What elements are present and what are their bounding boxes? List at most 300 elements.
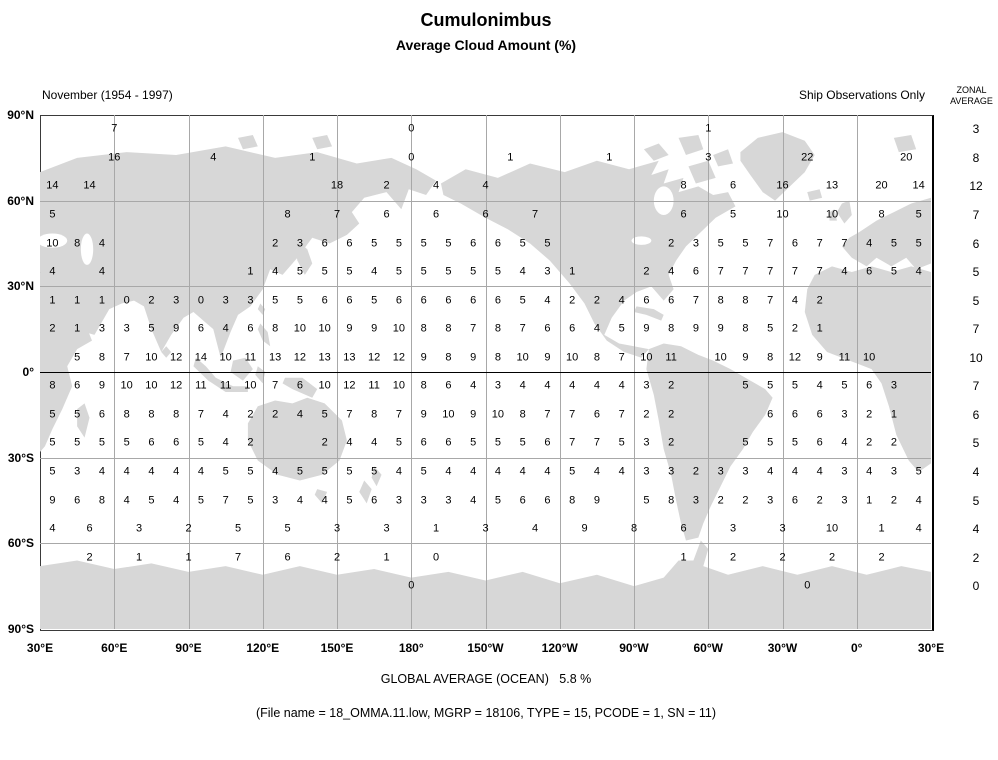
map-cell-value: 20 — [900, 151, 913, 164]
map-cell-value: 5 — [321, 408, 328, 421]
map-cell-value: 9 — [816, 351, 823, 364]
map-cell-value: 5 — [915, 237, 922, 249]
map-cell-value: 4 — [148, 465, 155, 478]
lon-tick-label: 180° — [398, 641, 424, 655]
map-cell-value: 5 — [445, 237, 452, 249]
map-cell-value: 5 — [890, 265, 897, 278]
zonal-average-value: 7 — [972, 207, 980, 222]
map-cell-value: 10 — [145, 379, 158, 392]
map-cell-value: 4 — [519, 265, 526, 278]
lon-tick-label: 30°E — [26, 641, 54, 655]
map-cell-value: 1 — [74, 322, 81, 335]
landmass-arctic-island-1 — [644, 144, 669, 161]
map-cell-value: 9 — [420, 408, 427, 421]
map-cell-value: 12 — [392, 351, 405, 364]
map-cell-value: 1 — [135, 551, 143, 564]
landmass-arctic-island-2 — [679, 135, 704, 155]
map-cell-value: 4 — [371, 265, 378, 278]
map-cell-value: 5 — [395, 265, 402, 278]
map-cell-value: 4 — [296, 494, 303, 506]
map-cell-value: 8 — [272, 322, 279, 335]
map-cell-value: 16 — [776, 179, 789, 192]
map-cell-value: 4 — [544, 294, 551, 307]
map-cell-value: 6 — [445, 294, 452, 307]
map-cell-value: 4 — [296, 408, 303, 421]
landmass-new-zealand-south — [359, 481, 371, 504]
map-cell-value: 9 — [470, 408, 477, 421]
map-cell-value: 5 — [296, 465, 303, 478]
map-cell-value: 18 — [330, 179, 344, 192]
map-cell-value: 3 — [890, 379, 897, 392]
map-cell-value: 4 — [222, 436, 229, 449]
map-cell-value: 12 — [368, 351, 381, 364]
map-cell-value: 7 — [123, 351, 130, 364]
map-cell-value: 7 — [395, 408, 402, 421]
map-cell-value: 6 — [173, 436, 180, 449]
map-cell-value: 10 — [318, 322, 331, 335]
map-cell-value: 4 — [173, 494, 180, 506]
map-cell-value: 7 — [222, 494, 229, 506]
map-cell-value: 7 — [272, 379, 279, 392]
map-cell-value: 8 — [742, 322, 749, 335]
map-cell-value: 3 — [779, 522, 786, 535]
map-cell-value: 3 — [445, 494, 452, 506]
map-cell-value: 9 — [49, 494, 56, 506]
map-cell-value: 2 — [86, 551, 93, 564]
map-cell-value: 10 — [293, 322, 306, 335]
map-cell-value: 5 — [321, 265, 328, 278]
map-cell-value: 3 — [420, 494, 427, 506]
map-cell-value: 1 — [569, 265, 576, 278]
map-cell-value: 2 — [866, 408, 873, 421]
map-cell-value: 3 — [135, 522, 143, 535]
lon-tick-label: 30°W — [767, 641, 798, 655]
map-cell-value: 5 — [395, 436, 402, 449]
map-cell-value: 8 — [445, 322, 452, 335]
map-cell-value: 9 — [371, 322, 378, 335]
map-cell-value: 12 — [170, 379, 183, 392]
map-cell-value: 4 — [470, 379, 477, 392]
map-cell-value: 6 — [86, 522, 93, 535]
map-cell-value: 2 — [272, 408, 279, 421]
map-cell-value: 3 — [296, 237, 303, 249]
map-cell-value: 9 — [98, 379, 105, 392]
map-cell-value: 7 — [767, 294, 774, 307]
map-cell-value: 2 — [791, 322, 798, 335]
map-cell-value: 7 — [717, 265, 724, 278]
map-cell-value: 5 — [519, 294, 526, 307]
map-cell-value: 4 — [841, 436, 848, 449]
landmass-svalbard — [894, 135, 916, 152]
map-cell-value: 12 — [293, 351, 306, 364]
map-cell-value: 2 — [321, 436, 328, 449]
map-cell-value: 4 — [841, 265, 848, 278]
map-cell-value: 4 — [519, 379, 526, 392]
landmass-philippines — [258, 323, 270, 346]
map-cell-value: 10 — [776, 208, 789, 221]
map-cell-value: 6 — [420, 294, 427, 307]
map-cell-value: 4 — [98, 465, 105, 478]
map-cell-value: 4 — [494, 465, 501, 478]
map-cell-value: 6 — [767, 408, 774, 421]
map-cell-value: 10 — [392, 379, 405, 392]
lon-tick-label: 60°W — [693, 641, 723, 655]
zonal-average-value: 12 — [969, 179, 983, 194]
lat-tick-label: 0° — [22, 365, 34, 379]
map-cell-value: 4 — [222, 408, 229, 421]
map-cell-value: 5 — [420, 237, 427, 249]
map-cell-value: 14 — [46, 179, 59, 192]
map-cell-value: 2 — [890, 494, 897, 506]
map-cell-value: 7 — [544, 408, 551, 421]
map-cell-value: 7 — [791, 265, 798, 278]
lon-tick-label: 150°E — [320, 641, 354, 655]
map-cell-value: 6 — [791, 408, 798, 421]
map-cell-value: 10 — [640, 351, 653, 364]
map-cell-value: 2 — [742, 494, 749, 506]
map-cell-value: 5 — [618, 436, 625, 449]
landmass-britain — [837, 201, 852, 224]
map-cell-value: 8 — [420, 322, 427, 335]
map-cell-value: 5 — [346, 465, 353, 478]
map-cell-value: 5 — [544, 237, 551, 249]
zonal-average-value: 0 — [972, 579, 980, 594]
map-cell-value: 4 — [470, 465, 477, 478]
map-cell-value: 5 — [519, 436, 526, 449]
map-cell-value: 3 — [482, 522, 489, 535]
global-average-label: GLOBAL AVERAGE (OCEAN) 5.8 % — [380, 672, 592, 686]
map-cell-value: 5 — [420, 265, 427, 278]
map-cell-value: 9 — [717, 322, 724, 335]
zonal-header-line1: ZONAL — [956, 85, 987, 95]
map-cell-value: 8 — [98, 351, 105, 364]
map-cell-value: 5 — [74, 351, 81, 364]
map-cell-value: 5 — [49, 465, 56, 478]
map-cell-value: 1 — [705, 122, 712, 135]
map-cell-value: 4 — [791, 294, 798, 307]
map-cell-value: 10 — [392, 322, 405, 335]
map-cell-value: 5 — [420, 465, 427, 478]
map-cell-value: 8 — [569, 494, 576, 506]
map-cell-value: 4 — [49, 265, 56, 278]
map-cell-value: 5 — [742, 237, 749, 249]
landmass-taiwan — [258, 303, 265, 314]
map-cell-value: 13 — [318, 351, 331, 364]
map-cell-value: 3 — [643, 379, 650, 392]
map-cell-value: 5 — [148, 322, 155, 335]
lon-tick-label: 90°E — [175, 641, 202, 655]
map-cell-value: 5 — [767, 436, 774, 449]
map-cell-value: 8 — [767, 351, 774, 364]
map-cell-value: 4 — [915, 494, 922, 506]
map-cell-value: 5 — [767, 379, 774, 392]
map-cell-value: 8 — [717, 294, 724, 307]
map-cell-value: 5 — [148, 494, 155, 506]
map-cell-value: 6 — [680, 208, 687, 221]
lon-tick-label: 0° — [851, 641, 863, 655]
map-cell-value: 4 — [816, 379, 823, 392]
map-cell-value: 6 — [791, 237, 798, 249]
map-cell-value: 3 — [74, 465, 81, 478]
map-cell-value: 5 — [371, 237, 378, 249]
map-cell-value: 0 — [432, 551, 440, 564]
map-cell-value: 4 — [866, 237, 873, 249]
zonal-average-value: 10 — [969, 350, 983, 365]
map-cell-value: 7 — [767, 237, 774, 249]
map-cell-value: 5 — [890, 237, 897, 249]
map-cell-value: 0 — [408, 151, 415, 164]
lon-tick-label: 120°W — [541, 641, 578, 655]
map-cell-value: 6 — [74, 494, 81, 506]
map-cell-value: 4 — [544, 379, 551, 392]
map-cell-value: 4 — [445, 465, 452, 478]
map-cell-value: 10 — [516, 351, 529, 364]
map-cell-value: 5 — [284, 522, 291, 535]
page-title: Cumulonimbus — [420, 10, 552, 30]
map-cell-value: 4 — [123, 465, 130, 478]
map-cell-value: 6 — [544, 436, 551, 449]
map-cell-value: 4 — [432, 179, 440, 192]
map-cell-value: 5 — [643, 494, 650, 506]
map-cell-value: 9 — [470, 351, 477, 364]
map-cell-value: 4 — [618, 294, 625, 307]
map-cell-value: 6 — [866, 379, 873, 392]
map-cell-value: 2 — [668, 436, 675, 449]
map-cell-value: 1 — [432, 522, 440, 535]
map-cell-value: 5 — [197, 494, 204, 506]
map-cell-value: 7 — [593, 436, 600, 449]
map-cell-value: 4 — [321, 494, 328, 506]
map-cell-value: 5 — [321, 465, 328, 478]
lon-tick-label: 60°E — [101, 641, 128, 655]
map-cell-value: 2 — [668, 379, 675, 392]
map-cell-value: 6 — [816, 408, 823, 421]
map-cell-value: 7 — [618, 408, 625, 421]
map-cell-value: 8 — [148, 408, 155, 421]
map-cell-value: 4 — [915, 265, 922, 278]
map-cell-value: 3 — [729, 522, 737, 535]
map-gridline-horizontal — [40, 201, 931, 202]
map-cell-value: 4 — [49, 522, 56, 535]
map-cell-value: 8 — [519, 408, 526, 421]
map-cell-value: 2 — [272, 237, 279, 249]
map-cell-value: 8 — [420, 379, 427, 392]
map-cell-value: 4 — [98, 237, 105, 249]
map-cell-value: 12 — [170, 351, 183, 364]
map-cell-value: 6 — [593, 408, 600, 421]
map-cell-value: 11 — [665, 351, 677, 364]
map-cell-value: 5 — [742, 436, 749, 449]
map-cell-value: 6 — [482, 208, 489, 221]
map-cell-value: 7 — [531, 208, 539, 221]
map-cell-value: 0 — [408, 122, 415, 135]
map-cell-value: 6 — [371, 494, 378, 506]
map-cell-value: 7 — [569, 408, 576, 421]
map-cell-value: 3 — [333, 522, 341, 535]
map-cell-value: 4 — [767, 465, 774, 478]
zonal-average-value: 4 — [972, 464, 980, 479]
map-cell-value: 2 — [643, 408, 650, 421]
map-cell-value: 3 — [890, 465, 897, 478]
map-cell-value: 1 — [878, 522, 885, 535]
map-cell-value: 5 — [247, 494, 254, 506]
map-cell-value: 6 — [346, 294, 353, 307]
map-cell-value: 16 — [108, 151, 121, 164]
map-cell-value: 5 — [371, 465, 378, 478]
map-cell-value: 6 — [395, 294, 402, 307]
map-cell-value: 6 — [284, 551, 291, 564]
lon-tick-label: 150°W — [467, 641, 504, 655]
map-cell-value: 5 — [618, 322, 625, 335]
map-cell-value: 5 — [717, 237, 724, 249]
map-cell-value: 6 — [494, 294, 501, 307]
map-cell-value: 4 — [197, 465, 204, 478]
map-cell-value: 6 — [148, 436, 155, 449]
map-cell-value: 3 — [395, 494, 402, 506]
map-cell-value: 11 — [219, 379, 232, 392]
map-cell-value: 7 — [767, 265, 774, 278]
map-cell-value: 9 — [593, 494, 600, 506]
zonal-average-value: 7 — [972, 379, 980, 394]
map-cell-value: 5 — [296, 294, 303, 307]
map-cell-value: 7 — [197, 408, 204, 421]
map-cell-value: 3 — [841, 494, 848, 506]
map-cell-value: 2 — [668, 237, 675, 249]
map-cell-value: 10 — [318, 379, 331, 392]
map-cell-value: 3 — [705, 151, 712, 164]
map-cell-value: 6 — [519, 494, 526, 506]
map-cell-value: 4 — [593, 465, 600, 478]
map-cell-value: 4 — [668, 265, 675, 278]
zonal-average-value: 5 — [972, 265, 980, 280]
map-cell-value: 3 — [668, 465, 675, 478]
map-cell-value: 2 — [383, 179, 390, 192]
map-cell-value: 5 — [49, 208, 56, 221]
map-cell-value: 8 — [173, 408, 180, 421]
map-cell-value: 6 — [197, 322, 204, 335]
map-cell-value: 7 — [111, 122, 118, 135]
map-cell-value: 1 — [866, 494, 873, 506]
map-cell-value: 8 — [878, 208, 885, 221]
map-cell-value: 6 — [866, 265, 873, 278]
map-cell-value: 4 — [866, 465, 873, 478]
map-cell-value: 5 — [494, 436, 501, 449]
map-cell-value: 5 — [74, 436, 81, 449]
period-label: November (1954 - 1997) — [42, 88, 173, 102]
map-cell-value: 14 — [83, 179, 96, 192]
map-cell-value: 11 — [838, 351, 851, 364]
map-cell-value: 5 — [791, 436, 798, 449]
file-info-label: (File name = 18_OMMA.11.low, MGRP = 18106, TYPE = 15, PCODE = 1, SN = 11) — [255, 706, 717, 720]
map-cell-value: 5 — [742, 379, 749, 392]
map-cell-value: 8 — [49, 379, 56, 392]
map-cell-value: 5 — [234, 522, 242, 535]
zonal-average-value: 4 — [972, 522, 980, 537]
map-cell-value: 8 — [98, 494, 105, 506]
map-cell-value: 1 — [185, 551, 192, 564]
map-cell-value: 11 — [244, 351, 257, 364]
map-cell-value: 2 — [247, 408, 254, 421]
map-cell-value: 8 — [593, 351, 600, 364]
map-cell-value: 3 — [383, 522, 390, 535]
map-cell-value: 4 — [593, 322, 600, 335]
map-cell-value: 3 — [742, 465, 749, 478]
map-cell-value: 20 — [875, 179, 888, 192]
map-cell-value: 2 — [49, 322, 56, 335]
map-cell-value: 12 — [343, 379, 356, 392]
map-cell-value: 2 — [185, 522, 192, 535]
map-cell-value: 6 — [729, 179, 737, 192]
zonal-average-value: 3 — [972, 122, 980, 137]
map-cell-value: 2 — [717, 494, 724, 506]
landmass-baffin — [688, 161, 715, 184]
map-cell-value: 4 — [222, 322, 229, 335]
map-cell-value: 4 — [173, 465, 180, 478]
map-cell-value: 3 — [841, 465, 848, 478]
map-cell-value: 5 — [222, 465, 229, 478]
map-cell-value: 5 — [346, 494, 353, 506]
map-cell-value: 10 — [714, 351, 727, 364]
map-gridline-horizontal — [40, 286, 931, 287]
map-cell-value: 6 — [432, 208, 440, 221]
zonal-header-line2: AVERAGE — [950, 96, 993, 106]
map-cell-value: 1 — [49, 294, 56, 307]
map-gridline-horizontal — [40, 458, 931, 459]
map-cell-value: 10 — [244, 379, 257, 392]
lat-tick-label: 30°N — [7, 279, 34, 294]
map-cell-value: 10 — [219, 351, 232, 364]
map-cell-value: 4 — [531, 522, 539, 535]
map-cell-value: 3 — [173, 294, 180, 307]
map-cell-value: 4 — [98, 265, 105, 278]
map-cell-value: 6 — [668, 294, 675, 307]
map-cell-value: 0 — [408, 579, 415, 592]
map-cell-value: 5 — [98, 436, 105, 449]
zonal-average-header — [945, 85, 998, 107]
map-cell-value: 7 — [470, 322, 477, 335]
map-cell-value: 9 — [346, 322, 353, 335]
map-cell-value: 4 — [482, 179, 489, 192]
map-cell-value: 4 — [346, 436, 353, 449]
map-cell-value: 9 — [544, 351, 551, 364]
map-cell-value: 8 — [680, 179, 687, 192]
map-cell-value: 12 — [788, 351, 801, 364]
map-cell-value: 2 — [816, 294, 823, 307]
map-cell-value: 5 — [915, 465, 922, 478]
map-cell-value: 13 — [825, 179, 839, 192]
map-cell-value: 8 — [371, 408, 378, 421]
map-cell-value: 8 — [74, 237, 81, 249]
map-cell-value: 3 — [692, 494, 699, 506]
map-cell-value: 6 — [692, 265, 699, 278]
map-cell-value: 4 — [618, 379, 625, 392]
map-cell-value: 9 — [742, 351, 749, 364]
landmass-new-siberian — [312, 135, 332, 149]
map-cell-value: 3 — [272, 494, 279, 506]
map-cell-value: 2 — [333, 551, 341, 564]
map-cell-value: 5 — [371, 294, 378, 307]
map-cell-value: 4 — [272, 465, 279, 478]
map-cell-value: 2 — [878, 551, 885, 564]
map-cell-value: 7 — [816, 237, 823, 249]
landmass-severnaya — [238, 135, 258, 149]
map-cell-value: 5 — [494, 494, 501, 506]
map-cell-value: 7 — [816, 265, 823, 278]
map-cell-value: 6 — [445, 379, 452, 392]
map-cell-value: 1 — [309, 151, 316, 164]
zonal-average-value: 5 — [972, 293, 980, 308]
map-cell-value: 5 — [74, 408, 81, 421]
